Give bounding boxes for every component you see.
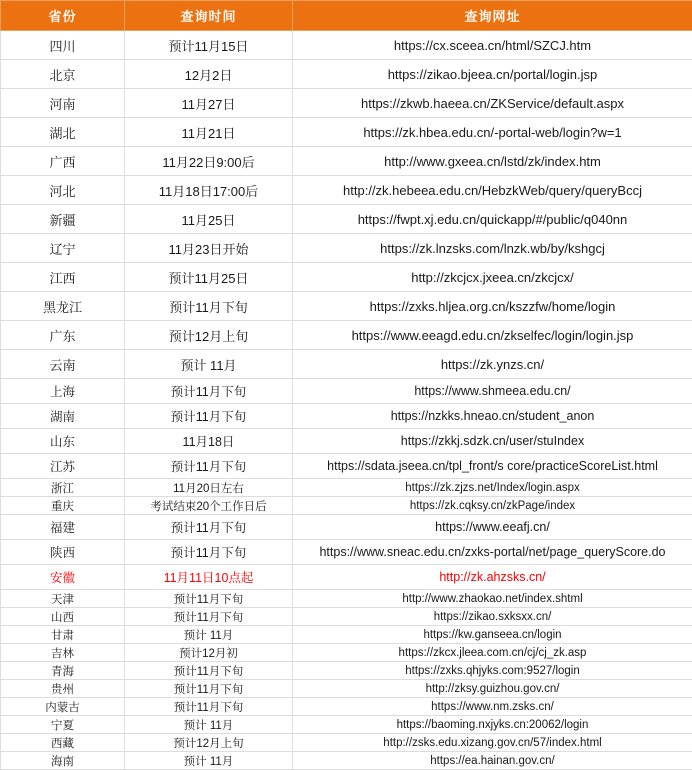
cell-time: 11月23日开始	[125, 234, 293, 263]
cell-url[interactable]: https://baoming.nxjyks.cn:20062/login	[293, 716, 692, 734]
cell-time: 11月22日9:00后	[125, 147, 293, 176]
cell-province: 江西	[1, 263, 125, 292]
cell-time: 预计11月下旬	[125, 379, 293, 404]
column-header-time: 查询时间	[125, 1, 293, 31]
cell-time: 预计11月下旬	[125, 540, 293, 565]
cell-time: 预计 11月	[125, 716, 293, 734]
cell-url[interactable]: https://www.nm.zsks.cn/	[293, 698, 692, 716]
cell-province: 云南	[1, 350, 125, 379]
cell-url[interactable]: https://zxks.hljea.org.cn/kszzfw/home/login	[293, 292, 692, 321]
cell-url[interactable]: http://zkcjcx.jxeea.cn/zkcjcx/	[293, 263, 692, 292]
cell-time: 预计 11月	[125, 626, 293, 644]
cell-province: 新疆	[1, 205, 125, 234]
cell-url[interactable]: https://cx.sceea.cn/html/SZCJ.htm	[293, 31, 692, 60]
cell-url[interactable]: https://zxks.qhjyks.com:9527/login	[293, 662, 692, 680]
column-header-province: 省份	[1, 1, 125, 31]
cell-url[interactable]: https://zk.cqksy.cn/zkPage/index	[293, 497, 692, 515]
cell-time: 预计11月下旬	[125, 454, 293, 479]
table-row	[1, 118, 692, 147]
cell-url[interactable]: https://zk.zjzs.net/Index/login.aspx	[293, 479, 692, 497]
cell-province: 西藏	[1, 734, 125, 752]
table-row	[1, 662, 692, 680]
table-row	[1, 734, 692, 752]
cell-province: 安徽	[1, 565, 125, 590]
cell-url[interactable]: https://zk.ynzs.cn/	[293, 350, 692, 379]
cell-url[interactable]: https://zkwb.haeea.cn/ZKService/default.aspx	[293, 89, 692, 118]
table-row	[1, 292, 692, 321]
table-row	[1, 752, 692, 770]
cell-province: 甘肃	[1, 626, 125, 644]
cell-time: 12月2日	[125, 60, 293, 89]
cell-province: 陕西	[1, 540, 125, 565]
cell-url[interactable]: https://zk.hbea.edu.cn/-portal-web/login?w=1	[293, 118, 692, 147]
table-row	[1, 590, 692, 608]
cell-province: 上海	[1, 379, 125, 404]
cell-time: 预计11月下旬	[125, 590, 293, 608]
table-row	[1, 626, 692, 644]
cell-time: 11月25日	[125, 205, 293, 234]
cell-url[interactable]: http://zk.hebeea.edu.cn/HebzkWeb/query/queryBccj	[293, 176, 692, 205]
table-row	[1, 565, 692, 590]
cell-url[interactable]: https://zk.lnzsks.com/lnzk.wb/by/kshgcj	[293, 234, 692, 263]
cell-province: 天津	[1, 590, 125, 608]
table-row	[1, 176, 692, 205]
table-row	[1, 698, 692, 716]
cell-province: 北京	[1, 60, 125, 89]
cell-province: 辽宁	[1, 234, 125, 263]
cell-province: 江苏	[1, 454, 125, 479]
cell-province: 海南	[1, 752, 125, 770]
cell-time: 预计11月下旬	[125, 698, 293, 716]
cell-url[interactable]: https://zikao.bjeea.cn/portal/login.jsp	[293, 60, 692, 89]
cell-province: 福建	[1, 515, 125, 540]
cell-url[interactable]: https://sdata.jseea.cn/tpl_front/s core/practiceScoreList.html	[293, 454, 692, 479]
cell-url[interactable]: https://nzkks.hneao.cn/student_anon	[293, 404, 692, 429]
table-row	[1, 644, 692, 662]
table-row	[1, 379, 692, 404]
cell-url[interactable]: http://zksy.guizhou.gov.cn/	[293, 680, 692, 698]
cell-url[interactable]: https://zkkj.sdzk.cn/user/stuIndex	[293, 429, 692, 454]
cell-time: 11月11日10点起	[125, 565, 293, 590]
cell-url[interactable]: https://fwpt.xj.edu.cn/quickapp/#/public/q040nn	[293, 205, 692, 234]
cell-time: 预计12月初	[125, 644, 293, 662]
table-row	[1, 429, 692, 454]
cell-url[interactable]: https://zkcx.jleea.com.cn/cj/cj_zk.asp	[293, 644, 692, 662]
cell-url[interactable]: https://zikao.sxksxx.cn/	[293, 608, 692, 626]
table-row	[1, 497, 692, 515]
cell-url[interactable]: https://www.shmeea.edu.cn/	[293, 379, 692, 404]
column-header-url: 查询网址	[293, 1, 692, 31]
cell-time: 预计11月下旬	[125, 515, 293, 540]
cell-province: 吉林	[1, 644, 125, 662]
cell-province: 广东	[1, 321, 125, 350]
cell-time: 预计12月上旬	[125, 321, 293, 350]
table-row	[1, 60, 692, 89]
cell-province: 重庆	[1, 497, 125, 515]
table-row	[1, 89, 692, 118]
table-row	[1, 716, 692, 734]
cell-province: 河北	[1, 176, 125, 205]
cell-time: 11月18日	[125, 429, 293, 454]
cell-province: 湖北	[1, 118, 125, 147]
cell-province: 山西	[1, 608, 125, 626]
table-row	[1, 263, 692, 292]
cell-time: 预计12月上旬	[125, 734, 293, 752]
table-row	[1, 454, 692, 479]
cell-province: 浙江	[1, 479, 125, 497]
table-row	[1, 680, 692, 698]
table-row	[1, 515, 692, 540]
table-header	[1, 1, 692, 31]
cell-url[interactable]: http://zsks.edu.xizang.gov.cn/57/index.html	[293, 734, 692, 752]
cell-province: 四川	[1, 31, 125, 60]
table-row	[1, 205, 692, 234]
cell-province: 广西	[1, 147, 125, 176]
table-row	[1, 147, 692, 176]
table-body	[1, 31, 692, 770]
cell-time: 11月21日	[125, 118, 293, 147]
cell-time: 11月20日左右	[125, 479, 293, 497]
table-row	[1, 479, 692, 497]
cell-time: 考试结束20个工作日后	[125, 497, 293, 515]
cell-url[interactable]: http://www.gxeea.cn/lstd/zk/index.htm	[293, 147, 692, 176]
cell-time: 预计11月下旬	[125, 404, 293, 429]
cell-url[interactable]: http://zk.ahzsks.cn/	[293, 565, 692, 590]
cell-province: 宁夏	[1, 716, 125, 734]
cell-time: 预计 11月	[125, 350, 293, 379]
cell-province: 青海	[1, 662, 125, 680]
cell-url[interactable]: https://www.sneac.edu.cn/zxks-portal/net/page_queryScore.do	[293, 540, 692, 565]
cell-province: 山东	[1, 429, 125, 454]
cell-time: 预计11月下旬	[125, 608, 293, 626]
cell-time: 11月27日	[125, 89, 293, 118]
table-header-row	[1, 1, 692, 31]
cell-time: 预计11月下旬	[125, 662, 293, 680]
table-row	[1, 321, 692, 350]
cell-time: 预计11月25日	[125, 263, 293, 292]
cell-url[interactable]: https://ea.hainan.gov.cn/	[293, 752, 692, 770]
cell-province: 内蒙古	[1, 698, 125, 716]
cell-province: 河南	[1, 89, 125, 118]
cell-url[interactable]: https://kw.ganseea.cn/login	[293, 626, 692, 644]
table-row	[1, 31, 692, 60]
table-row	[1, 404, 692, 429]
cell-time: 预计11月下旬	[125, 680, 293, 698]
cell-province: 黑龙江	[1, 292, 125, 321]
table-row	[1, 350, 692, 379]
cell-time: 预计 11月	[125, 752, 293, 770]
cell-url[interactable]: http://www.zhaokao.net/index.shtml	[293, 590, 692, 608]
cell-province: 贵州	[1, 680, 125, 698]
cell-url[interactable]: https://www.eeafj.cn/	[293, 515, 692, 540]
cell-time: 11月18日17:00后	[125, 176, 293, 205]
cell-time: 预计11月下旬	[125, 292, 293, 321]
table-row	[1, 540, 692, 565]
table-row	[1, 234, 692, 263]
cell-url[interactable]: https://www.eeagd.edu.cn/zkselfec/login/login.jsp	[293, 321, 692, 350]
cell-time: 预计11月15日	[125, 31, 293, 60]
table-row	[1, 608, 692, 626]
cell-province: 湖南	[1, 404, 125, 429]
